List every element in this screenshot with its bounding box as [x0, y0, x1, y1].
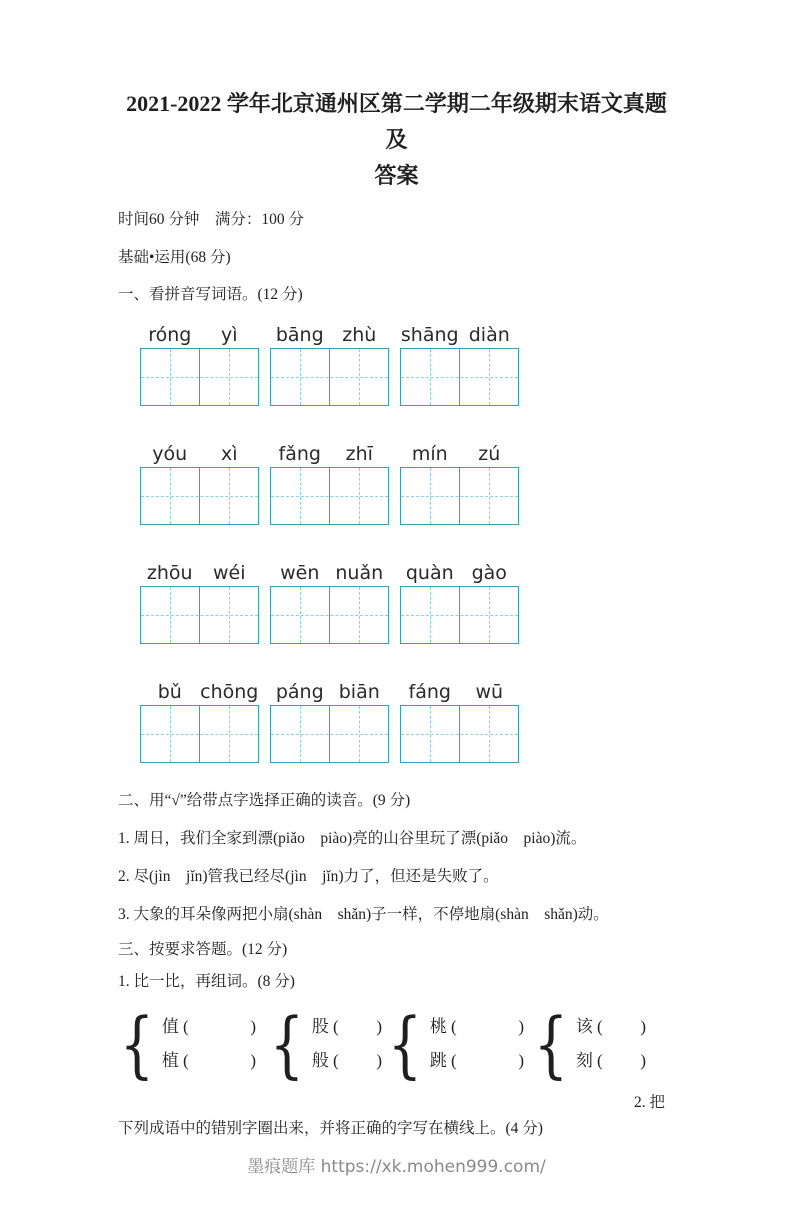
word-blank-line[interactable] — [430, 1051, 524, 1071]
section3-sub2-text: 下列成语中的错别字圈出来，并将正确的字写在横线上。(4 分) — [118, 1120, 543, 1137]
sentence-1: 1. 周日，我们全家到漂(piǎo piào)亮的山谷里玩了漂(piǎo piào)流。 — [118, 830, 587, 847]
sentence-2: 2. 尽(jìn jǐn)管我已经尽(jìn jǐn)力了，但还是失败了。 — [118, 868, 499, 885]
pinyin-row — [140, 319, 675, 406]
compare-words-area — [118, 1004, 675, 1112]
pinyin-syllable: bāng — [275, 324, 324, 346]
pinyin-syllable: biān — [338, 681, 380, 703]
close-paren: ) — [640, 1017, 646, 1036]
pinyin-syllable: zú — [478, 443, 501, 465]
pinyin-labels — [270, 676, 389, 705]
compare-word-column — [160, 1017, 256, 1071]
grid-guide-horizontal — [401, 615, 518, 616]
grid-guide-horizontal — [401, 734, 518, 735]
pinyin-syllable: zhī — [345, 443, 373, 465]
grid-guide-horizontal — [141, 615, 258, 616]
pinyin-word-group — [270, 676, 389, 763]
character-with-open-paren: 桃 ( — [429, 1017, 457, 1036]
pinyin-labels — [400, 438, 519, 467]
writing-grid[interactable] — [270, 348, 389, 406]
word-blank-line[interactable] — [312, 1051, 382, 1071]
grid-guide-horizontal — [271, 496, 388, 497]
pinyin-labels — [400, 319, 519, 348]
title-line-1: 2021-2022 学年北京通州区第二学期二年级期末语文真题及 — [126, 91, 667, 152]
writing-grid[interactable] — [270, 586, 389, 644]
writing-grid[interactable] — [400, 586, 519, 644]
compare-word-group — [264, 1004, 382, 1084]
close-paren: ) — [376, 1051, 382, 1070]
grid-guide-horizontal — [271, 734, 388, 735]
compare-word-group — [114, 1004, 256, 1084]
character-with-open-paren: 刻 ( — [575, 1051, 603, 1070]
pinyin-syllable: xì — [220, 443, 238, 465]
pinyin-word-group — [400, 319, 519, 406]
section3-sub2-prefix: 2. 把 — [634, 1094, 666, 1111]
pinyin-word-group — [270, 438, 389, 525]
section-base-heading: 基础•运用(68 分) — [118, 249, 231, 266]
pinyin-syllable: nuǎn — [335, 562, 384, 584]
word-blank-line[interactable] — [576, 1051, 646, 1071]
section2-heading: 二、用“√”给带点字选择正确的读音。(9 分) — [118, 792, 411, 809]
pinyin-word-group — [140, 557, 259, 644]
close-paren: ) — [518, 1051, 524, 1070]
pinyin-syllable: fáng — [408, 681, 451, 703]
pinyin-syllable: diàn — [468, 324, 510, 346]
pinyin-labels — [400, 557, 519, 586]
grid-guide-horizontal — [141, 496, 258, 497]
left-brace-icon: { — [269, 1002, 305, 1086]
compare-words-row — [118, 1004, 675, 1084]
pinyin-syllable: chōng — [200, 681, 259, 703]
pinyin-syllable: wéi — [212, 562, 246, 584]
word-blank-line[interactable] — [430, 1017, 524, 1037]
pinyin-grid-area — [140, 319, 675, 763]
close-paren: ) — [376, 1017, 382, 1036]
writing-grid[interactable] — [270, 705, 389, 763]
character-with-open-paren: 该 ( — [575, 1017, 603, 1036]
pinyin-labels — [140, 438, 259, 467]
word-blank-line[interactable] — [162, 1051, 256, 1071]
footer-watermark-link[interactable]: 墨痕题库 https://xk.mohen999.com/ — [247, 1157, 546, 1177]
pinyin-syllable: shāng — [400, 324, 459, 346]
pinyin-word-group — [400, 676, 519, 763]
pinyin-labels — [270, 557, 389, 586]
writing-grid[interactable] — [400, 705, 519, 763]
pinyin-labels — [400, 676, 519, 705]
grid-guide-horizontal — [271, 377, 388, 378]
close-paren: ) — [518, 1017, 524, 1036]
left-brace-icon: { — [119, 1002, 155, 1086]
pinyin-word-group — [400, 438, 519, 525]
word-blank-line[interactable] — [312, 1017, 382, 1037]
pinyin-labels — [270, 438, 389, 467]
pinyin-syllable: wū — [475, 681, 504, 703]
character-with-open-paren: 股 ( — [311, 1017, 339, 1036]
compare-word-group — [528, 1004, 646, 1084]
pinyin-syllable: fǎng — [278, 443, 321, 465]
section3-heading: 三、按要求答题。(12 分) — [118, 941, 288, 958]
pinyin-labels — [140, 676, 259, 705]
close-paren: ) — [640, 1051, 646, 1070]
grid-guide-horizontal — [271, 615, 388, 616]
grid-guide-horizontal — [401, 496, 518, 497]
writing-grid[interactable] — [140, 586, 259, 644]
character-with-open-paren: 值 ( — [161, 1017, 189, 1036]
pinyin-syllable: yì — [220, 324, 238, 346]
pinyin-row — [140, 557, 675, 644]
left-brace-icon: { — [533, 1002, 569, 1086]
grid-guide-horizontal — [401, 377, 518, 378]
compare-word-group — [382, 1004, 524, 1084]
compare-word-column — [574, 1017, 646, 1071]
pinyin-syllable: róng — [148, 324, 192, 346]
writing-grid[interactable] — [140, 705, 259, 763]
writing-grid[interactable] — [140, 467, 259, 525]
pinyin-word-group — [270, 319, 389, 406]
close-paren: ) — [250, 1017, 256, 1036]
pinyin-syllable: bǔ — [157, 681, 182, 703]
pinyin-labels — [270, 319, 389, 348]
page-title — [118, 86, 675, 194]
pinyin-word-group — [140, 438, 259, 525]
writing-grid[interactable] — [270, 467, 389, 525]
sentence-3: 3. 大象的耳朵像两把小扇(shàn shǎn)子一样，不停地扇(shàn shǎn)动。 — [118, 906, 609, 923]
pinyin-syllable: mín — [411, 443, 448, 465]
pinyin-word-group — [140, 676, 259, 763]
pinyin-syllable: gào — [471, 562, 507, 584]
pinyin-row — [140, 676, 675, 763]
grid-guide-horizontal — [141, 734, 258, 735]
grid-guide-horizontal — [141, 377, 258, 378]
character-with-open-paren: 植 ( — [161, 1051, 189, 1070]
section3-sub1-heading: 1. 比一比，再组词。(8 分) — [118, 973, 295, 990]
pinyin-word-group — [270, 557, 389, 644]
writing-grid[interactable] — [400, 348, 519, 406]
pinyin-labels — [140, 319, 259, 348]
pinyin-syllable: yóu — [152, 443, 188, 465]
close-paren: ) — [250, 1051, 256, 1070]
section1-heading: 一、看拼音写词语。(12 分) — [118, 286, 303, 303]
title-line-2: 答案 — [374, 163, 419, 188]
pinyin-syllable: zhù — [342, 324, 377, 346]
pinyin-syllable: zhōu — [146, 562, 193, 584]
character-with-open-paren: 跳 ( — [429, 1051, 457, 1070]
compare-word-column — [428, 1017, 524, 1071]
pinyin-word-group — [140, 319, 259, 406]
pinyin-row — [140, 438, 675, 525]
word-blank-line[interactable] — [162, 1017, 256, 1037]
compare-word-column — [310, 1017, 382, 1071]
pinyin-labels — [140, 557, 259, 586]
writing-grid[interactable] — [400, 467, 519, 525]
writing-grid[interactable] — [140, 348, 259, 406]
pinyin-syllable: quàn — [405, 562, 454, 584]
left-brace-icon: { — [387, 1002, 423, 1086]
word-blank-line[interactable] — [576, 1017, 646, 1037]
exam-meta: 时间60 分钟 满分：100 分 — [118, 211, 305, 228]
character-with-open-paren: 般 ( — [311, 1051, 339, 1070]
pinyin-syllable: páng — [275, 681, 324, 703]
exam-page — [0, 86, 793, 1139]
pinyin-word-group — [400, 557, 519, 644]
pinyin-syllable: wēn — [280, 562, 320, 584]
